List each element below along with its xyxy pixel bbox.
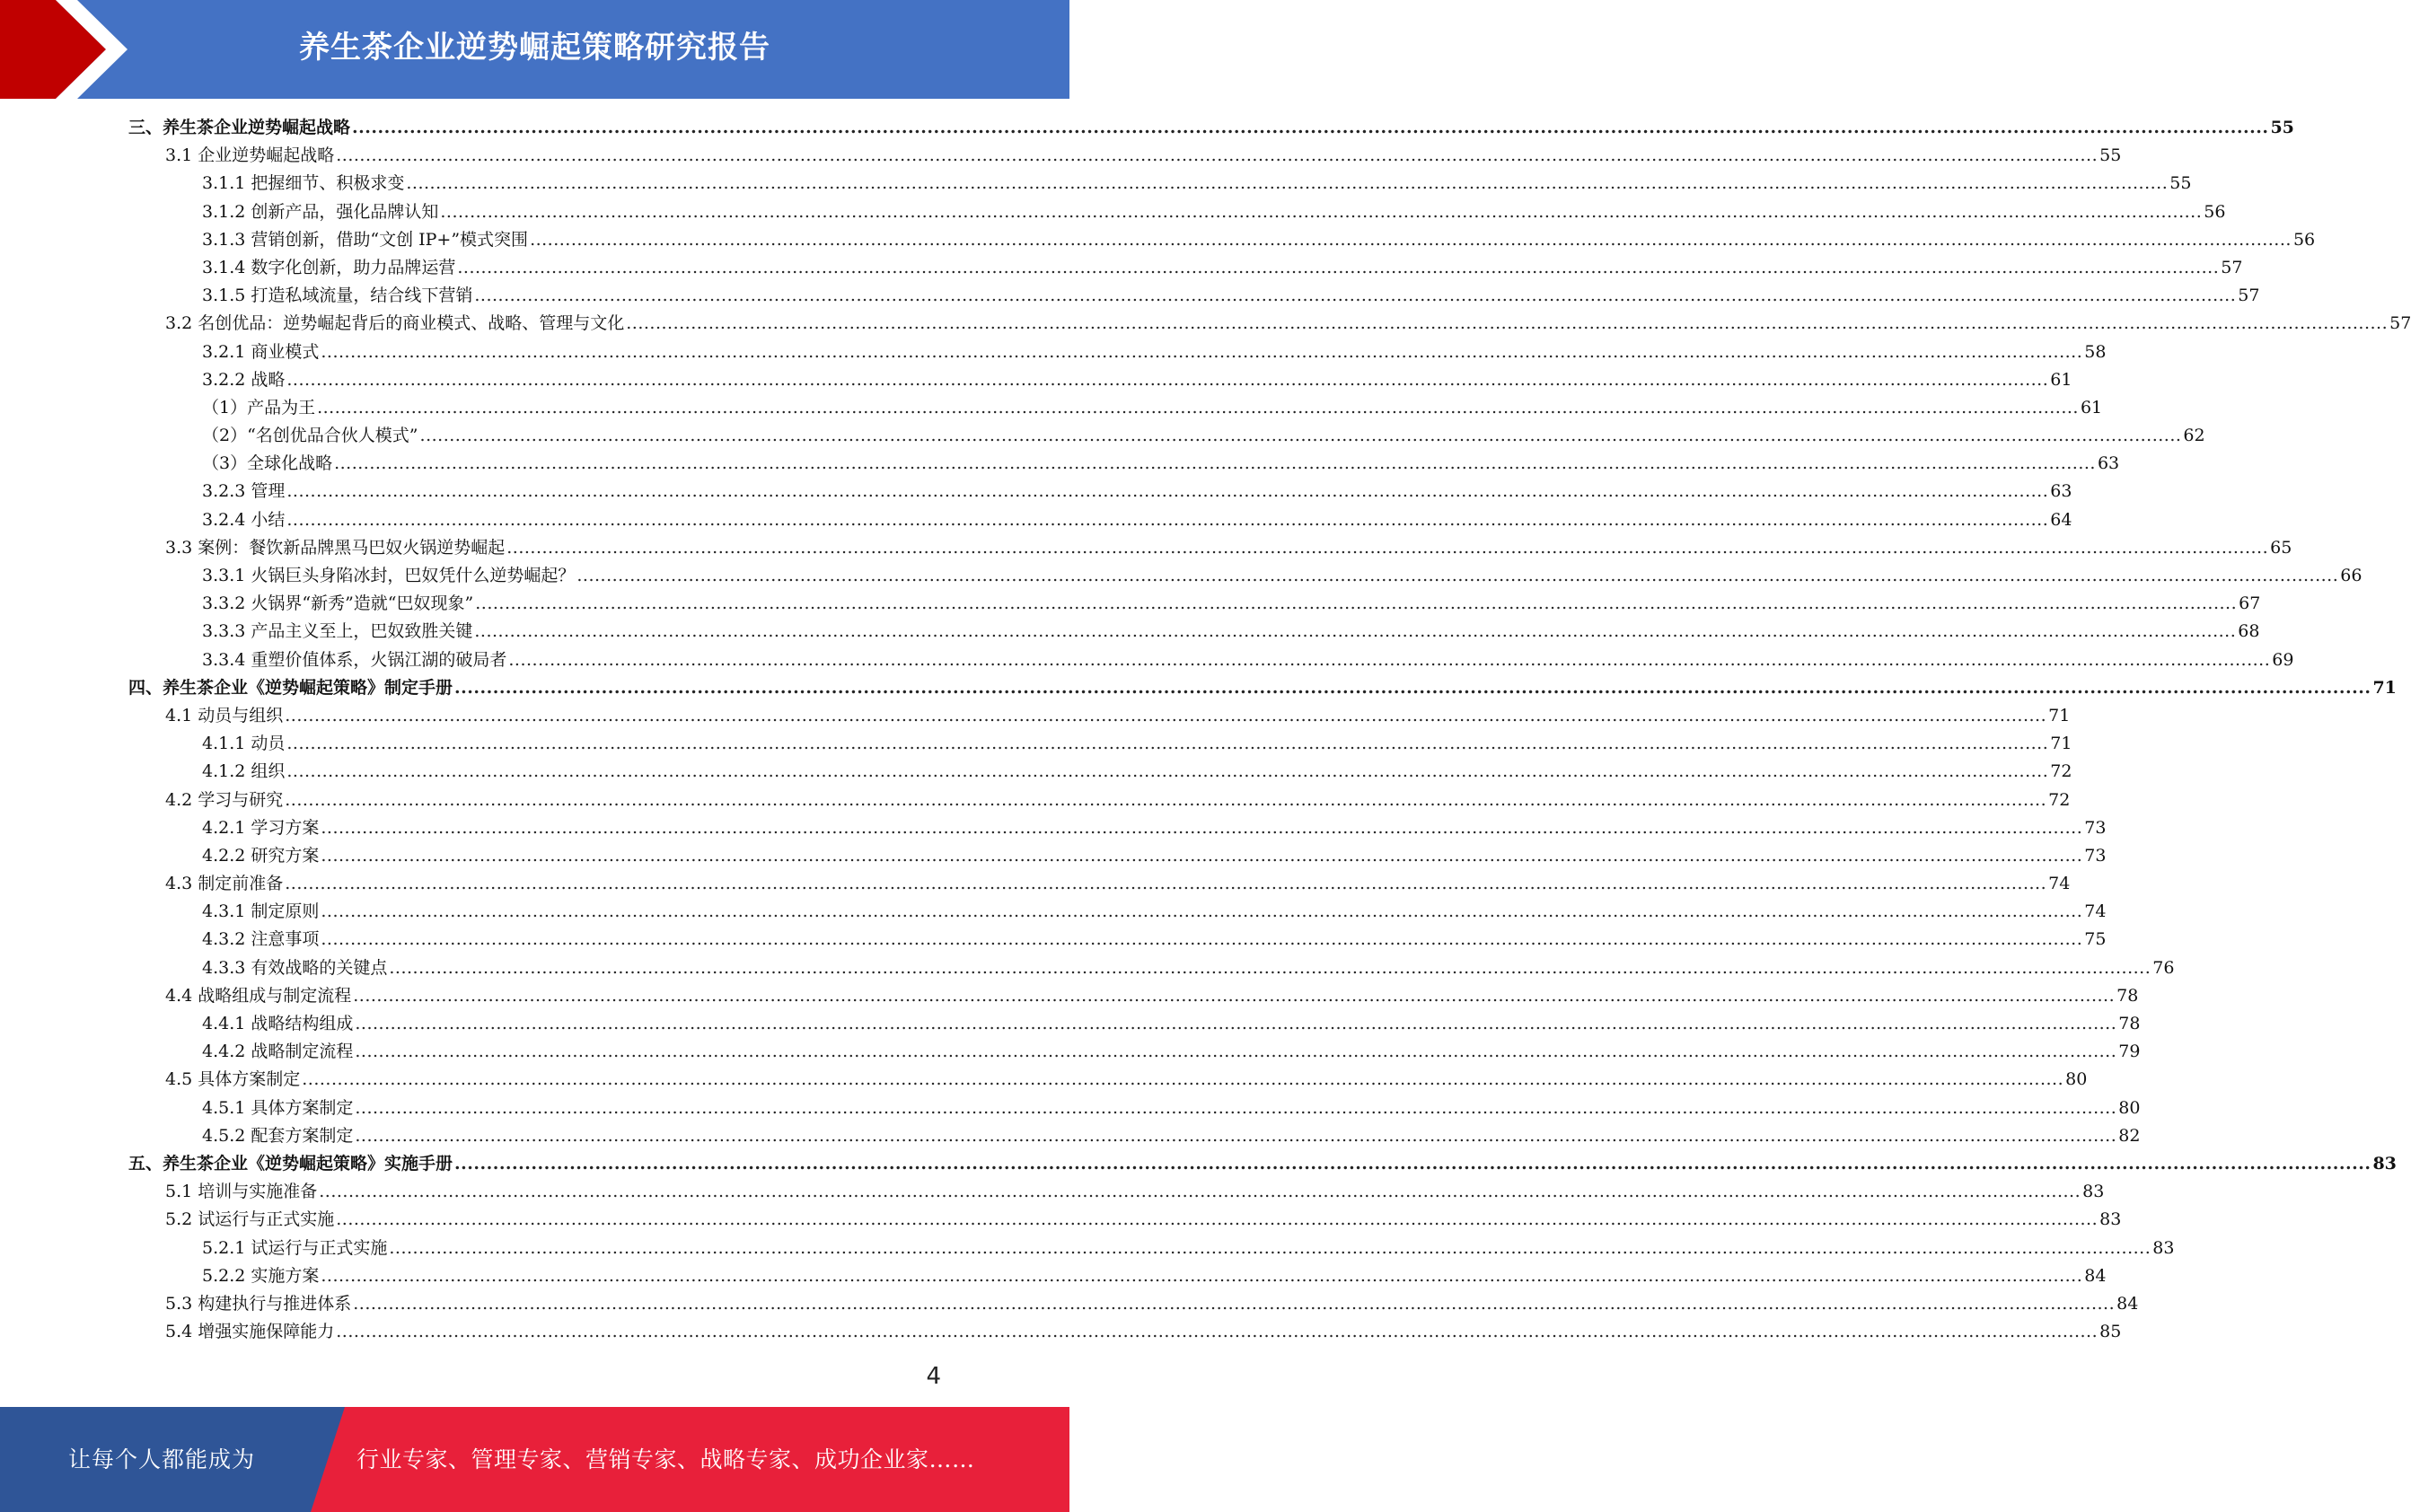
toc-dot-leader: ............................................................................................................................................................................................................................................................................................................: [317, 397, 2079, 418]
toc-entry[interactable]: [0, 1122, 2141, 1150]
toc-entry-page: 71: [2048, 705, 2071, 725]
toc-entry[interactable]: [0, 1290, 2139, 1318]
toc-entry[interactable]: [0, 1094, 2141, 1122]
toc-dot-leader: ............................................................................................................................................................................................................................................................................................................: [321, 929, 2083, 950]
toc-entry-label: 4.5.1 具体方案制定: [202, 1094, 355, 1122]
toc-entry[interactable]: [0, 814, 2107, 842]
toc-entry-page: 75: [2084, 929, 2107, 950]
toc-dot-leader: ............................................................................................................................................................................................................................................................................................................: [406, 173, 2169, 194]
toc-entry-page: 74: [2084, 901, 2107, 922]
toc-entry-label: 5.1 培训与实施准备: [165, 1178, 319, 1206]
toc-entry[interactable]: [0, 1318, 2122, 1346]
toc-entry-page: 63: [2097, 453, 2120, 474]
toc-entry-page: 66: [2340, 566, 2363, 585]
toc-entry-label: 4.3.1 制定原则: [202, 898, 321, 926]
toc-entry-page: 65: [2270, 537, 2292, 558]
toc-entry[interactable]: [0, 1235, 2175, 1262]
toc-entry[interactable]: [0, 1178, 2105, 1206]
toc-entry-label: 3.1 企业逆势崛起战略: [165, 142, 336, 170]
toc-entry-page: 84: [2084, 1265, 2107, 1286]
toc-entry[interactable]: [0, 254, 2243, 282]
toc-entry[interactable]: [0, 730, 2072, 758]
toc-dot-leader: ............................................................................................................................................................................................................................................................................................................: [285, 789, 2047, 810]
toc-entry-page: 83: [2372, 1153, 2397, 1174]
toc-entry[interactable]: [0, 422, 2205, 450]
toc-entry-label: （2）“名创优品合伙人模式”: [202, 422, 420, 450]
toc-entry-page: 55: [2169, 173, 2192, 194]
page-header: [0, 0, 1069, 99]
toc-entry-page: 64: [2050, 509, 2072, 530]
toc-entry-page: 56: [2292, 229, 2316, 250]
toc-dot-leader: ............................................................................................................................................................................................................................................................................................................: [285, 874, 2047, 894]
toc-entry-label: 5.4 增强实施保障能力: [165, 1318, 336, 1346]
toc-entry-label: 4.5 具体方案制定: [165, 1066, 302, 1094]
toc-entry-label: 四、养生茶企业《逆势崛起策略》制定手册: [128, 674, 454, 702]
toc-entry-page: 83: [2082, 1182, 2105, 1202]
toc-entry-page: 67: [2239, 593, 2261, 614]
toc-entry-label: 4.4.1 战略结构组成: [202, 1010, 355, 1038]
toc-entry-page: 82: [2118, 1125, 2141, 1146]
toc-entry-label: 4.2.1 学习方案: [202, 814, 321, 842]
toc-entry[interactable]: [0, 870, 2071, 898]
toc-entry-label: 4.5.2 配套方案制定: [202, 1122, 355, 1150]
toc-entry-label: 3.2.1 商业模式: [202, 338, 321, 366]
toc-entry-label: 3.1.1 把握细节、积极求变: [202, 170, 406, 198]
toc-entry-label: 4.4 战略组成与制定流程: [165, 982, 353, 1010]
toc-entry[interactable]: [0, 1010, 2141, 1038]
toc-entry-page: 55: [2270, 118, 2294, 137]
toc-entry-page: 83: [2099, 1209, 2122, 1230]
toc-entry-label: （1）产品为王: [202, 394, 317, 422]
toc-dot-leader: ............................................................................................................................................................................................................................................................................................................: [355, 1042, 2117, 1062]
toc-entry-page: 78: [2118, 1014, 2141, 1033]
toc-entry-label: 5.2 试运行与正式实施: [165, 1206, 336, 1234]
toc-dot-leader: ............................................................................................................................................................................................................................................................................................................: [475, 593, 2238, 614]
toc-entry-page: 80: [2065, 1069, 2088, 1090]
toc-entry-label: 3.2 名创优品：逆势崛起背后的商业模式、战略、管理与文化: [165, 310, 626, 338]
toc-dot-leader: ............................................................................................................................................................................................................................................................................................................: [474, 286, 2237, 306]
toc-entry-page: 71: [2372, 677, 2397, 698]
toc-dot-leader: ............................................................................................................................................................................................................................................................................................................: [508, 649, 2271, 670]
toc-dot-leader: ............................................................................................................................................................................................................................................................................................................: [353, 985, 2116, 1006]
toc-entry[interactable]: [0, 1066, 2088, 1094]
toc-entry-label: 4.1.1 动员: [202, 730, 286, 758]
toc-entry[interactable]: [0, 590, 2261, 618]
toc-entry-page: 56: [2204, 201, 2226, 222]
toc-entry[interactable]: [0, 674, 2397, 702]
toc-entry-label: 4.3.3 有效战略的关键点: [202, 954, 389, 982]
toc-entry-label: 3.3.2 火锅界“新秀”造就“巴奴现象”: [202, 590, 475, 618]
table-of-contents: [0, 114, 2411, 1346]
toc-entry-page: 61: [2080, 397, 2103, 418]
toc-entry-page: 72: [2048, 789, 2071, 810]
toc-entry-label: 4.3.2 注意事项: [202, 926, 321, 954]
toc-entry[interactable]: [0, 310, 2411, 338]
toc-entry[interactable]: [0, 198, 2226, 226]
toc-dot-leader: ............................................................................................................................................................................................................................................................................................................: [457, 257, 2220, 277]
page-footer: [0, 1407, 1069, 1512]
toc-entry[interactable]: [0, 114, 2294, 142]
toc-entry-page: 84: [2116, 1293, 2139, 1314]
toc-entry[interactable]: [0, 1206, 2122, 1234]
toc-dot-leader: ............................................................................................................................................................................................................................................................................................................: [286, 369, 2049, 390]
toc-entry-page: 68: [2238, 621, 2260, 642]
toc-entry-page: 71: [2050, 734, 2072, 754]
toc-dot-leader: ............................................................................................................................................................................................................................................................................................................: [353, 1293, 2116, 1314]
toc-entry-page: 78: [2116, 985, 2139, 1006]
toc-entry[interactable]: [0, 338, 2107, 366]
toc-dot-leader: ............................................................................................................................................................................................................................................................................................................: [321, 817, 2083, 838]
toc-dot-leader: ............................................................................................................................................................................................................................................................................................................: [321, 901, 2083, 922]
toc-dot-leader: ............................................................................................................................................................................................................................................................................................................: [530, 229, 2292, 250]
toc-entry-page: 57: [2238, 286, 2260, 306]
toc-entry-page: 61: [2050, 369, 2072, 390]
toc-dot-leader: ............................................................................................................................................................................................................................................................................................................: [355, 1014, 2117, 1033]
toc-entry[interactable]: [0, 394, 2103, 422]
toc-entry-page: 74: [2048, 874, 2071, 894]
toc-entry[interactable]: [0, 982, 2139, 1010]
toc-entry-label: 4.4.2 战略制定流程: [202, 1038, 355, 1066]
toc-dot-leader: ............................................................................................................................................................................................................................................................................................................: [440, 201, 2203, 222]
toc-entry-label: 4.3 制定前准备: [165, 870, 285, 898]
footer-expert-list: 行业专家、管理专家、营销专家、战略专家、成功企业家……: [356, 1446, 975, 1472]
toc-entry-label: 3.2.3 管理: [202, 478, 286, 505]
toc-dot-leader: ............................................................................................................................................................................................................................................................................................................: [389, 957, 2151, 978]
toc-entry-label: 3.1.3 营销创新，借助“文创 IP+”模式突围: [202, 226, 530, 254]
toc-entry-label: 5.2.2 实施方案: [202, 1262, 321, 1290]
toc-entry[interactable]: [0, 506, 2072, 534]
toc-dot-leader: ............................................................................................................................................................................................................................................................................................................: [474, 621, 2237, 642]
toc-dot-leader: ............................................................................................................................................................................................................................................................................................................: [285, 705, 2047, 725]
toc-entry-page: 62: [2183, 426, 2205, 446]
toc-entry-page: 73: [2084, 845, 2107, 866]
toc-dot-leader: ............................................................................................................................................................................................................................................................................................................: [319, 1182, 2081, 1202]
toc-entry[interactable]: [0, 562, 2363, 590]
toc-entry-page: 79: [2118, 1042, 2141, 1062]
toc-entry-page: 85: [2099, 1322, 2122, 1342]
toc-entry-label: 4.1 动员与组织: [165, 702, 285, 730]
toc-entry-page: 76: [2152, 957, 2175, 978]
toc-entry[interactable]: [0, 702, 2071, 730]
page-number: 4: [926, 1363, 941, 1390]
toc-entry-page: 63: [2050, 481, 2072, 502]
toc-dot-leader: ............................................................................................................................................................................................................................................................................................................: [321, 845, 2083, 866]
toc-entry-label: 3.1.2 创新产品，强化品牌认知: [202, 198, 440, 226]
report-title: 养生茶企业逆势崛起策略研究报告: [299, 30, 770, 66]
toc-entry[interactable]: [0, 926, 2107, 954]
toc-entry-label: 3.1.4 数字化创新，助力品牌运营: [202, 254, 457, 282]
toc-entry-label: 3.1.5 打造私域流量，结合线下营销: [202, 282, 474, 310]
toc-entry[interactable]: [0, 142, 2122, 170]
toc-entry-page: 80: [2118, 1097, 2141, 1118]
toc-dot-leader: ............................................................................................................................................................................................................................................................................................................: [626, 313, 2389, 334]
toc-entry-label: 三、养生茶企业逆势崛起战略: [128, 114, 352, 142]
toc-entry[interactable]: [0, 842, 2107, 870]
toc-entry[interactable]: [0, 898, 2107, 926]
toc-dot-leader: ............................................................................................................................................................................................................................................................................................................: [576, 566, 2339, 585]
toc-dot-leader: ............................................................................................................................................................................................................................................................................................................: [355, 1125, 2117, 1146]
toc-entry-label: 3.3.3 产品主义至上，巴奴致胜关键: [202, 618, 474, 646]
toc-entry[interactable]: [0, 366, 2072, 394]
toc-dot-leader: ............................................................................................................................................................................................................................................................................................................: [336, 145, 2099, 166]
toc-entry[interactable]: [0, 282, 2260, 310]
toc-dot-leader: ............................................................................................................................................................................................................................................................................................................: [321, 341, 2083, 362]
toc-entry-label: （3）全球化战略: [202, 450, 334, 478]
toc-entry-label: 4.2.2 研究方案: [202, 842, 321, 870]
toc-dot-leader: ............................................................................................................................................................................................................................................................................................................: [286, 734, 2049, 754]
toc-entry-page: 57: [2221, 257, 2243, 277]
toc-entry-page: 58: [2084, 341, 2107, 362]
toc-dot-leader: ............................................................................................................................................................................................................................................................................................................: [336, 1209, 2099, 1230]
toc-entry[interactable]: [0, 1038, 2141, 1066]
toc-entry[interactable]: [0, 954, 2175, 982]
toc-dot-leader: ............................................................................................................................................................................................................................................................................................................: [352, 118, 2269, 137]
toc-entry[interactable]: [0, 758, 2072, 786]
toc-entry-page: 55: [2099, 145, 2122, 166]
toc-dot-leader: ............................................................................................................................................................................................................................................................................................................: [355, 1097, 2117, 1118]
toc-entry-label: 4.1.2 组织: [202, 758, 286, 786]
toc-dot-leader: ............................................................................................................................................................................................................................................................................................................: [286, 761, 2049, 782]
toc-entry[interactable]: [0, 618, 2260, 646]
toc-dot-leader: ............................................................................................................................................................................................................................................................................................................: [389, 1237, 2151, 1258]
toc-entry-label: 5.2.1 试运行与正式实施: [202, 1235, 389, 1262]
toc-dot-leader: ............................................................................................................................................................................................................................................................................................................: [506, 537, 2269, 558]
toc-entry-label: 3.3.4 重塑价值体系，火锅江湖的破局者: [202, 646, 508, 674]
toc-entry-page: 69: [2272, 649, 2294, 670]
toc-entry[interactable]: [0, 646, 2294, 674]
toc-entry-page: 73: [2084, 817, 2107, 838]
toc-entry-page: 72: [2050, 761, 2072, 782]
toc-dot-leader: ............................................................................................................................................................................................................................................................................................................: [334, 453, 2096, 474]
toc-dot-leader: ............................................................................................................................................................................................................................................................................................................: [286, 509, 2049, 530]
toc-entry-page: 83: [2152, 1237, 2175, 1258]
toc-entry[interactable]: [0, 787, 2071, 814]
toc-entry-page: 57: [2389, 313, 2411, 334]
toc-entry[interactable]: [0, 170, 2192, 198]
toc-entry[interactable]: [0, 226, 2316, 254]
toc-dot-leader: ............................................................................................................................................................................................................................................................................................................: [419, 426, 2182, 446]
toc-entry-label: 3.3 案例：餐饮新品牌黑马巴奴火锅逆势崛起: [165, 534, 506, 562]
toc-dot-leader: ............................................................................................................................................................................................................................................................................................................: [454, 677, 2371, 698]
toc-entry[interactable]: [0, 1262, 2107, 1290]
toc-dot-leader: ............................................................................................................................................................................................................................................................................................................: [454, 1153, 2371, 1174]
toc-entry[interactable]: [0, 534, 2292, 562]
toc-dot-leader: ............................................................................................................................................................................................................................................................................................................: [286, 481, 2049, 502]
toc-entry-label: 3.3.1 火锅巨头身陷冰封，巴奴凭什么逆势崛起？: [202, 562, 576, 590]
toc-entry[interactable]: [0, 478, 2072, 505]
toc-dot-leader: ............................................................................................................................................................................................................................................................................................................: [336, 1322, 2099, 1342]
toc-entry-label: 五、养生茶企业《逆势崛起策略》实施手册: [128, 1150, 454, 1178]
toc-dot-leader: ............................................................................................................................................................................................................................................................................................................: [321, 1265, 2083, 1286]
footer-slogan: 让每个人都能成为: [67, 1446, 255, 1472]
toc-entry-label: 3.2.4 小结: [202, 506, 286, 534]
toc-entry-label: 3.2.2 战略: [202, 366, 286, 394]
toc-entry-label: 4.2 学习与研究: [165, 787, 285, 814]
toc-dot-leader: ............................................................................................................................................................................................................................................................................................................: [302, 1069, 2064, 1090]
toc-entry-label: 5.3 构建执行与推进体系: [165, 1290, 353, 1318]
toc-entry[interactable]: [0, 1150, 2397, 1178]
toc-entry[interactable]: [0, 450, 2120, 478]
